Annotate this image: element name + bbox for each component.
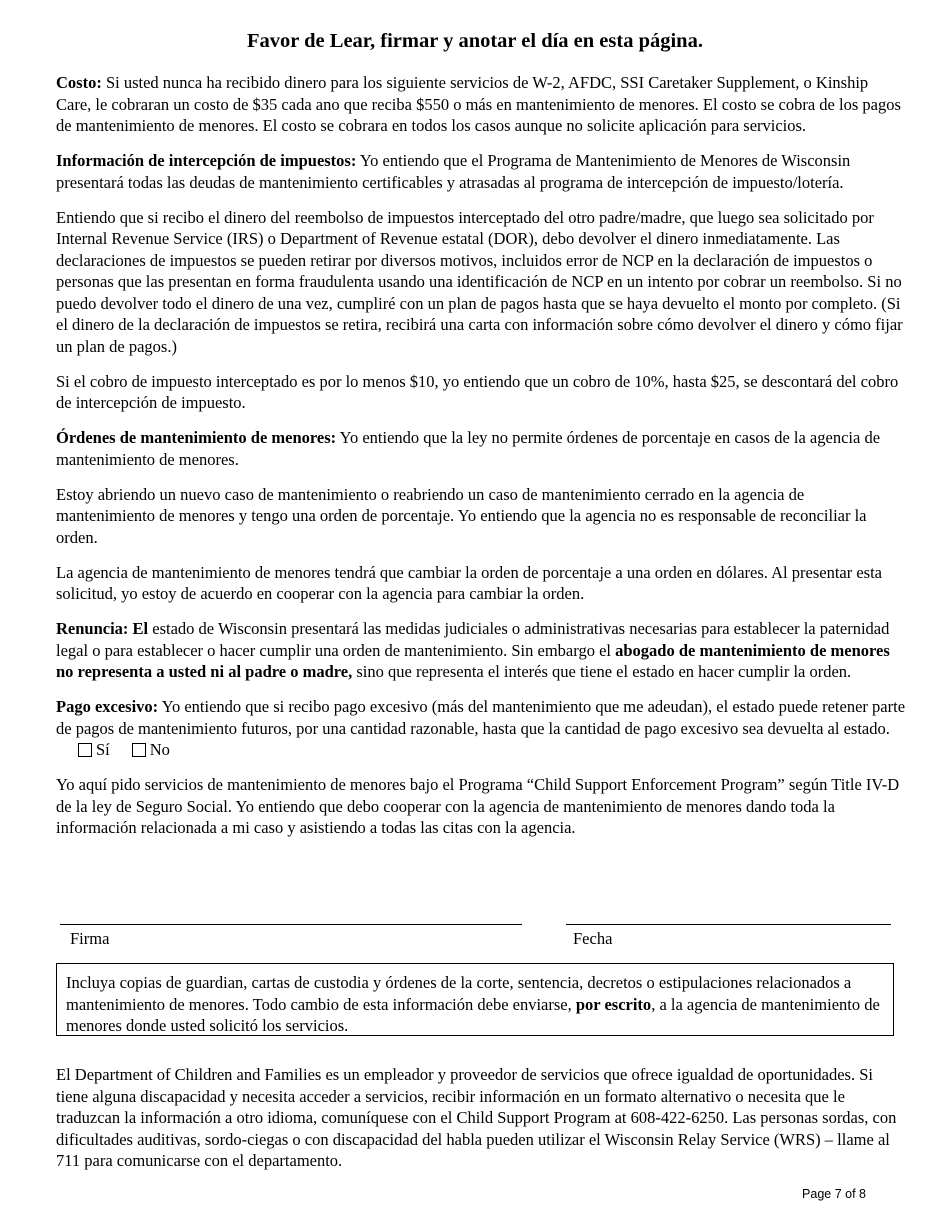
ordenes-text: Yo entiendo que la ley no permite órdenes de porcentaje en casos de la agencia de mantenimiento de menores. bbox=[56, 428, 881, 469]
notice-box bbox=[56, 963, 894, 1036]
intercepcion-paragraph-2: Entiendo que si recibo el dinero del reembolso de impuestos interceptado del otro padre/madre, que luego sea solicitado por Internal Revenue Service (IRS) o Department of Revenue estatal (DOR), debo devolver el dinero inmediatamente. Las declaraciones de impuestos se pueden retirar por diversos motivos, incluidos error de NCP en la declaración de impuestos o personas que las presentan en forma fraudulenta usando una identificación de NCP en un intento por cobrar un reembolso. Si no puedo devolver todo el dinero de una vez, cumpliré con un plan de pagos hasta que se haya devuelto el monto por completo. (Si el dinero de la declaración de impuestos se retira, recibirá una carta con información sobre cómo devolver el dinero y cómo fijar un plan de pagos.) bbox=[56, 207, 903, 356]
pago-heading: Pago excesivo: bbox=[56, 697, 159, 716]
intercepcion-text: Yo entiendo que el Programa de Mantenimiento de Menores de Wisconsin presentará todas las deudas de mantenimiento certificables y atrasadas al programa de intercepción de impuesto/lotería. bbox=[56, 151, 851, 192]
pago-text: Yo entiendo que si recibo pago excesivo (más del mantenimiento que me adeudan), el estado puede retener parte de pagos de mantenimiento futuros, por una cantidad razonable, hasta que la cantidad de pago excesivo sea devuelta al estado. bbox=[56, 697, 906, 738]
renuncia-text-1: estado de Wisconsin presentará las medidas judiciales o administrativas necesarias para establecer la paternidad legal o para establecer o hacer cumplir una orden de mantenimiento. Sin embargo el bbox=[56, 619, 890, 660]
yes-label: Sí bbox=[96, 740, 110, 759]
page-number: Page 7 of 8 bbox=[802, 1187, 866, 1201]
intercepcion-heading: Información de intercepción de impuestos: bbox=[56, 151, 357, 170]
no-label: No bbox=[149, 740, 170, 759]
form-body bbox=[56, 72, 906, 852]
equal-opportunity-notice: El Department of Children and Families es un empleador y proveedor de servicios que ofrece igualdad de oportunidades. Si tiene alguna discapacidad y necesita acceder a servicios, recibir información en un formato alternativo o necesita que le traduzcan la información a otro idioma, comuníquese con el Child Support Program at 608-422-6250. Las personas sordas, con dificultades auditivas, sordo-ciegas o con discapacidad del habla pueden utilizar el Wisconsin Relay Service (WRS) – llame al 711 para comunicarse con el departamento. bbox=[56, 1065, 897, 1170]
intercepcion-paragraph bbox=[56, 150, 906, 193]
no-checkbox[interactable] bbox=[132, 743, 146, 757]
yes-no-options bbox=[56, 740, 170, 759]
ordenes-paragraph-3: La agencia de mantenimiento de menores tendrá que cambiar la orden de porcentaje a una orden en dólares. Al presentar esta solicitud, yo estoy de acuerdo en cooperar con la agencia para cambiar la orden. bbox=[56, 562, 883, 603]
signature-line[interactable] bbox=[60, 924, 522, 925]
notice-bold-text: por escrito bbox=[575, 994, 652, 1014]
intercepcion-paragraph-3: Si el cobro de impuesto interceptado es por lo menos $10, yo entiendo que un cobro de 10%, hasta $25, se descontará del cobro de intercepción de impuesto. bbox=[56, 371, 899, 412]
notice-text-1: Incluya copias de guardian, cartas de custodia y órdenes de la corte, sentencia, decretos o estipulaciones relacionados a mantenimiento de menores. Todo cambio de esta información debe enviarse, bbox=[66, 973, 852, 1014]
firma-label: Firma bbox=[70, 929, 110, 948]
costo-paragraph bbox=[56, 72, 906, 137]
renuncia-heading: Renuncia: El bbox=[56, 619, 149, 638]
ordenes-paragraph-2: Estoy abriendo un nuevo caso de mantenimiento o reabriendo un caso de mantenimiento cerrado en la agencia de mantenimiento de menores y tengo una orden de porcentaje. Yo entiendo que la agencia no es responsable de reconciliar la orden. bbox=[56, 484, 867, 547]
date-line[interactable] bbox=[566, 924, 891, 925]
notice-text-2: , a la agencia de mantenimiento de menores donde usted solicitó los servicios. bbox=[66, 994, 880, 1035]
pago-paragraph bbox=[56, 696, 906, 761]
fecha-label: Fecha bbox=[573, 929, 613, 948]
costo-text: Si usted nunca ha recibido dinero para los siguiente servicios de W-2, AFDC, SSI Caretaker Supplement, o Kinship Care, le cobraran un costo de $35 cada ano que reciba $550 o más en mantenimiento de menores. El costo se cobra de los pagos de mantenimiento de menores. El costo se cobrara en todos los casos aunque no solicite aplicación para servicios. bbox=[56, 73, 901, 135]
costo-heading: Costo: bbox=[56, 73, 102, 92]
solicitud-paragraph: Yo aquí pido servicios de mantenimiento de menores bajo el Programa “Child Support Enforcement Program” según Title IV-D de la ley de Seguro Social. Yo entiendo que debo cooperar con la agencia de mantenimiento de menores dando toda la información relacionada a mi caso y asistiendo a todas las citas con la agencia. bbox=[56, 775, 900, 837]
ordenes-paragraph bbox=[56, 427, 906, 470]
renuncia-paragraph bbox=[56, 618, 906, 683]
yes-checkbox[interactable] bbox=[78, 743, 92, 757]
renuncia-bold-text: abogado de mantenimiento de menores no representa a usted ni al padre o madre, bbox=[56, 640, 890, 681]
ordenes-heading: Órdenes de mantenimiento de menores: bbox=[56, 428, 337, 447]
renuncia-text-2: sino que representa el interés que tiene el estado en hacer cumplir la orden. bbox=[352, 662, 852, 681]
page-title: Favor de Lear, firmar y anotar el día en esta página. bbox=[247, 30, 703, 52]
